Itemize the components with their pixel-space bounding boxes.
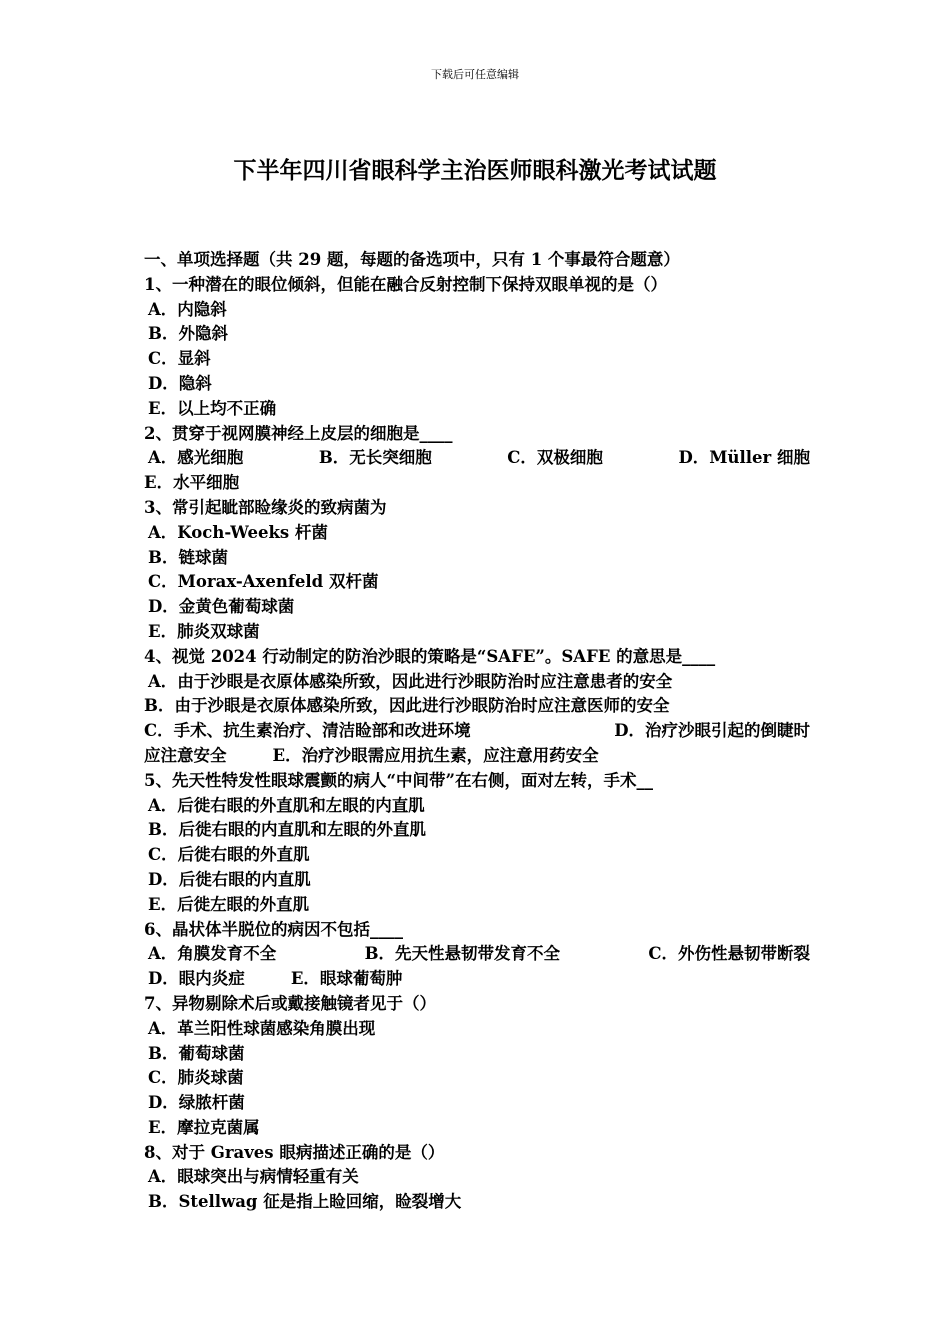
question-7-stem: 7、异物剔除术后或戴接触镜者见于（） — [144, 993, 436, 1013]
question-3-option-d: D．金黄色葡萄球菌 — [148, 597, 295, 617]
question-4-option-e: E．治疗沙眼需应用抗生素，应注意用药安全 — [272, 745, 599, 765]
question-5-option-d: D．后徙右眼的内直肌 — [148, 869, 311, 889]
question-8-option-b: B．Stellwag 征是指上睑回缩，睑裂增大 — [148, 1192, 462, 1212]
question-4-option-d-part1: D．治疗沙眼引起的倒睫时 — [614, 721, 810, 741]
question-7-option-d: D．绿脓杆菌 — [148, 1093, 245, 1113]
question-5-option-a: A．后徙右眼的外直肌和左眼的内直肌 — [148, 795, 425, 815]
question-4-options-row — [144, 719, 810, 744]
header-note: 下载后可任意编辑 — [431, 68, 519, 81]
question-1-option-e: E．以上均不正确 — [148, 398, 277, 418]
question-5-option-e: E．后徙左眼的外直肌 — [148, 894, 310, 914]
question-1-option-b: B．外隐斜 — [148, 324, 228, 344]
question-4-option-c: C．手术、抗生素治疗、清洁睑部和改进环境 — [144, 721, 471, 741]
question-7-option-c: C．肺炎球菌 — [148, 1068, 244, 1088]
question-1-option-c: C．显斜 — [148, 349, 211, 369]
question-6-stem: 6、晶状体半脱位的病因不包括____ — [144, 919, 403, 939]
question-3-option-c: C．Morax-Axenfeld 双杆菌 — [148, 572, 379, 592]
question-2-option-d: D．Müller 细胞 — [678, 448, 810, 468]
question-7-option-a: A．革兰阳性球菌感染角膜出现 — [148, 1018, 376, 1038]
exam-content — [144, 248, 810, 1215]
question-2-option-e: E．水平细胞 — [144, 473, 240, 493]
question-1-option-d: D．隐斜 — [148, 373, 212, 393]
question-3-option-b: B．链球菌 — [148, 547, 228, 567]
question-7-option-e: E．摩拉克菌属 — [148, 1117, 260, 1137]
question-6-option-b: B．先天性悬韧带发育不全 — [364, 944, 561, 964]
question-6-options-row — [144, 942, 810, 967]
section-heading: 一、单项选择题（共 29 题，每题的备选项中，只有 1 个事最符合题意） — [144, 250, 680, 269]
question-6-option-e: E．眼球葡萄肿 — [290, 969, 403, 989]
question-5-option-c: C．后徙右眼的外直肌 — [148, 845, 310, 865]
question-4-option-b: B．由于沙眼是衣原体感染所致，因此进行沙眼防治时应注意医师的安全 — [144, 696, 670, 716]
question-1-stem: 1、一种潜在的眼位倾斜，但能在融合反射控制下保持双眼单视的是（） — [144, 274, 667, 294]
question-6-option-a: A．角膜发育不全 — [148, 944, 277, 964]
question-2-option-a: A．感光细胞 — [148, 448, 244, 468]
document-title: 下半年四川省眼科学主治医师眼科激光考试试题 — [233, 157, 717, 184]
question-1-option-a: A．内隐斜 — [148, 299, 227, 319]
question-7-option-b: B．葡萄球菌 — [148, 1043, 245, 1063]
question-2-option-c: C．双极细胞 — [507, 448, 603, 468]
question-3-stem: 3、常引起眦部睑缘炎的致病菌为 — [144, 497, 387, 517]
question-4-option-a: A．由于沙眼是衣原体感染所致，因此进行沙眼防治时应注意患者的安全 — [148, 671, 673, 691]
question-6-option-c: C．外伤性悬韧带断裂 — [648, 944, 810, 964]
question-4-options-row-2 — [144, 744, 810, 769]
question-2-stem: 2、贯穿于视网膜神经上皮层的细胞是____ — [144, 423, 453, 443]
question-3-option-a: A．Koch-Weeks 杆菌 — [148, 522, 328, 542]
question-2-options-row — [144, 446, 810, 471]
question-4-stem: 4、视觉 2024 行动制定的防治沙眼的策略是“SAFE”。SAFE 的意思是____ — [144, 646, 716, 666]
question-6-options-row-2 — [144, 967, 810, 992]
question-2-option-b: B．无长突细胞 — [318, 448, 432, 468]
question-4-option-d-part2: 应注意安全 — [144, 745, 227, 765]
question-8-stem: 8、对于 Graves 眼病描述正确的是（） — [144, 1142, 445, 1162]
question-3-option-e: E．肺炎双球菌 — [148, 621, 260, 641]
question-6-option-d: D．眼内炎症 — [148, 969, 245, 989]
question-5-option-b: B．后徙右眼的内直肌和左眼的外直肌 — [148, 820, 426, 840]
question-8-option-a: A．眼球突出与病情轻重有关 — [148, 1167, 359, 1187]
question-5-stem: 5、先天性特发性眼球震颤的病人“中间带”在右侧，面对左转，手术__ — [144, 770, 653, 790]
